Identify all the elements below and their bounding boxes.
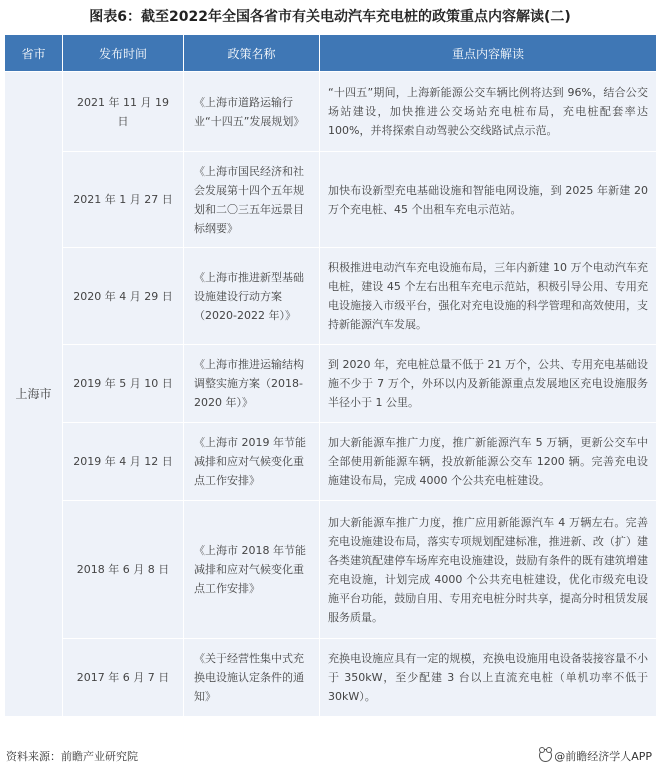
table-row — [5, 248, 657, 345]
content-cell: 加快布设新型充电基础设施和智能电网设施，到 2025 年新建 20 万个充电桩、45 个出租车充电示范站。 — [320, 152, 657, 248]
footer — [0, 744, 660, 770]
table-row — [5, 639, 657, 717]
date-cell: 2019 年 4 月 12 日 — [63, 423, 184, 501]
date-cell: 2018 年 6 月 8 日 — [63, 501, 184, 639]
date-cell: 2021 年 11 月 19 日 — [63, 72, 184, 152]
header-key-content: 重点内容解读 — [320, 35, 657, 72]
source-note: 资料来源：前瞻产业研究院 — [6, 750, 138, 763]
header-date: 发布时间 — [63, 35, 184, 72]
date-cell: 2021 年 1 月 27 日 — [63, 152, 184, 248]
date-cell: 2017 年 6 月 7 日 — [63, 639, 184, 717]
content-cell: 到 2020 年，充电桩总量不低于 21 万个，公共、专用充电基础设施不少于 7 万个，外环以内及新能源重点发展地区充电设施服务半径小于 1 公里。 — [320, 345, 657, 423]
content-cell: 积极推进电动汽车充电设施布局，三年内新建 10 万个电动汽车充电桩，建设 45 个左右出租车充电示范站，积极引导公用、专用充电设施接入市级平台，强化对充电设施的科学管理和高效使用，支持新能源汽车发展。 — [320, 248, 657, 345]
table-header-row — [5, 35, 657, 72]
policy-name-cell: 《上海市道路运输行业“十四五”发展规划》 — [184, 72, 320, 152]
policy-name-cell: 《上海市推进运输结构调整实施方案（2018-2020 年）》 — [184, 345, 320, 423]
content-cell: 加大新能源车推广力度，推广新能源汽车 5 万辆，更新公交车中全部使用新能源车辆，投放新能源公交车 1200 辆。完善充电设施建设布局，完成 4000 个公共充电桩建设。 — [320, 423, 657, 501]
bear-icon — [539, 749, 552, 762]
content-cell: “十四五”期间，上海新能源公交车辆比例将达到 96%，结合公交场站建设，加快推进公交场站充电桩布局，充电桩配套率达 100%，并将探索自动驾驶公交线路试点示范。 — [320, 72, 657, 152]
table-row — [5, 72, 657, 152]
page-title: 图表6：截至2022年全国各省市有关电动汽车充电桩的政策重点内容解读(二) — [89, 9, 571, 25]
header-province: 省市 — [5, 35, 63, 72]
date-cell: 2019 年 5 月 10 日 — [63, 345, 184, 423]
table-row — [5, 501, 657, 639]
province-cell: 上海市 — [5, 72, 63, 717]
header-policy-name: 政策名称 — [184, 35, 320, 72]
brand-label: @前瞻经济学人APP — [554, 750, 652, 763]
brand-credit — [539, 748, 652, 764]
date-cell: 2020 年 4 月 29 日 — [63, 248, 184, 345]
table-row — [5, 345, 657, 423]
policy-table — [4, 34, 657, 717]
table-row — [5, 152, 657, 248]
policy-name-cell: 《上海市 2018 年节能减排和应对气候变化重点工作安排》 — [184, 501, 320, 639]
content-cell: 加大新能源车推广力度，推广应用新能源汽车 4 万辆左右。完善充电设施建设布局，落实专项规划配建标准，推进新、改（扩）建各类建筑配建停车场库充电设施建设，鼓励有条件的既有建筑增建充电设施，计划完成 4000 个公共充电桩建设，优化市级充电设施平台功能，鼓励自用、专用充电桩分时共享，提高分时租赁发展服务质量。 — [320, 501, 657, 639]
policy-name-cell: 《上海市推进新型基础设施建设行动方案（2020-2022 年）》 — [184, 248, 320, 345]
policy-name-cell: 《上海市国民经济和社会发展第十四个五年规划和二〇三五年远景目标纲要》 — [184, 152, 320, 248]
policy-name-cell: 《关于经营性集中式充换电设施认定条件的通知》 — [184, 639, 320, 717]
table-row — [5, 423, 657, 501]
content-cell: 充换电设施应具有一定的规模，充换电设施用电设备装接容量不小于 350kW，至少配建 3 台以上直流充电桩（单机功率不低于 30kW）。 — [320, 639, 657, 717]
policy-name-cell: 《上海市 2019 年节能减排和应对气候变化重点工作安排》 — [184, 423, 320, 501]
